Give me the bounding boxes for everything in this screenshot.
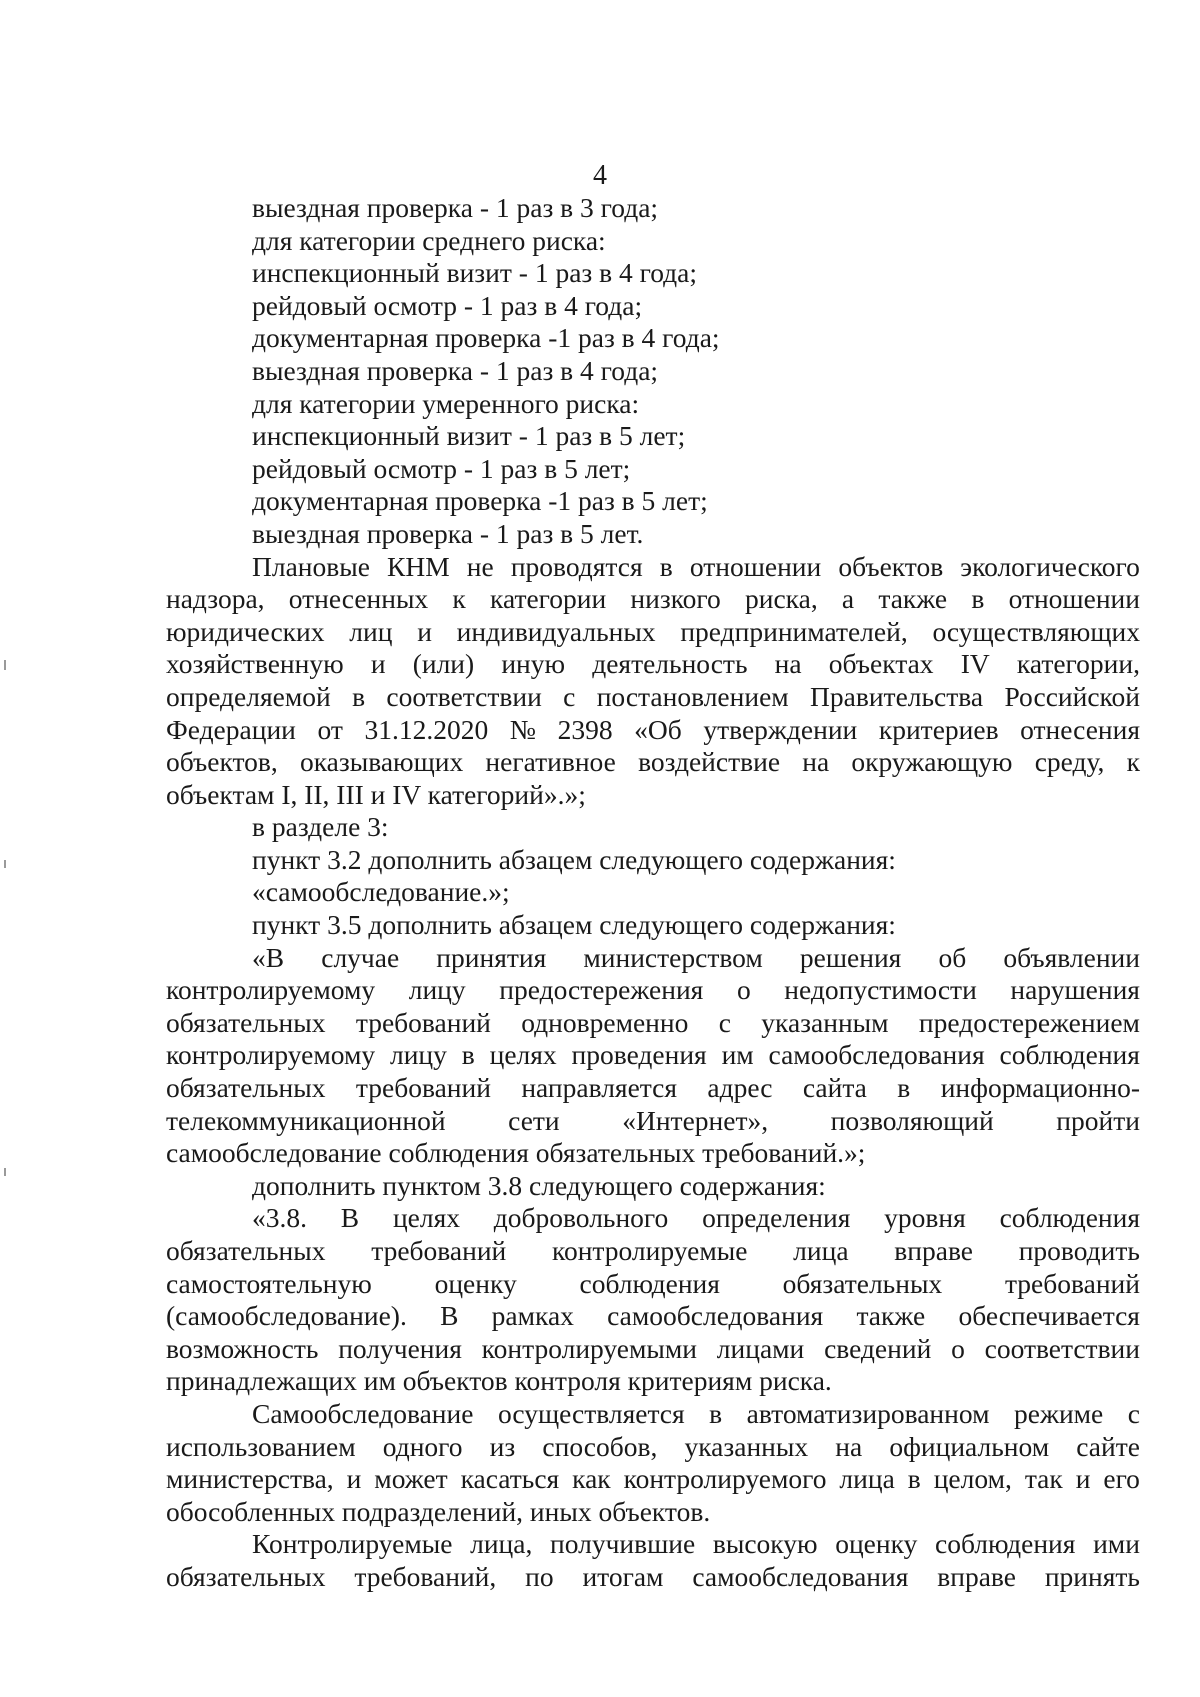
word: предостережения	[499, 974, 704, 1006]
word: соответствии	[984, 1332, 1140, 1364]
word: с	[718, 1006, 731, 1038]
text-line	[166, 1300, 1140, 1333]
text-line	[166, 1561, 1140, 1594]
word: принятия	[436, 941, 547, 973]
word: Самообследование	[252, 1397, 474, 1429]
word: лицу	[389, 1039, 447, 1071]
word: юридических	[166, 615, 325, 647]
text-line: выездная проверка - 1 раз в 4 года;	[252, 354, 659, 386]
word: критериев	[878, 713, 999, 745]
text-line: для категории среднего риска:	[252, 224, 606, 256]
word: ими	[1093, 1528, 1140, 1560]
word: может	[374, 1463, 448, 1495]
word: обязательных	[166, 1560, 326, 1592]
text-line	[166, 1039, 1140, 1072]
word: к	[1126, 746, 1140, 778]
text-line: документарная проверка -1 раз в 4 года;	[252, 322, 720, 354]
word: «Об	[634, 713, 682, 745]
document-body	[166, 192, 1140, 1594]
word: нарушения	[1010, 974, 1140, 1006]
text-line: для категории умеренного риска:	[252, 387, 640, 419]
text-line	[166, 681, 1140, 714]
word: направляется	[521, 1072, 677, 1104]
word: КНМ	[387, 550, 450, 582]
word: требований	[355, 1072, 491, 1104]
text-line: принадлежащих им объектов контроля критериям риска.	[166, 1365, 832, 1397]
word: оказывающих	[299, 746, 464, 778]
text-line	[166, 1268, 1140, 1301]
word: 2398	[557, 713, 613, 745]
word: индивидуальных	[456, 615, 656, 647]
text-line: обособленных подразделений, иных объектов.	[166, 1495, 711, 1527]
word: высокую	[712, 1528, 818, 1560]
word: самостоятельную	[166, 1267, 372, 1299]
word: соблюдения	[999, 1202, 1140, 1234]
word: сведений	[824, 1332, 932, 1364]
word: В	[340, 1202, 360, 1234]
word: оценку	[434, 1267, 517, 1299]
word: итогам	[582, 1560, 664, 1592]
word: обязательных	[166, 1072, 326, 1104]
word: соответствии	[386, 680, 542, 712]
text-line: «самообследование.»;	[252, 876, 510, 908]
text-line	[166, 583, 1140, 616]
word: в	[971, 583, 985, 615]
word: соблюдения	[999, 1039, 1140, 1071]
text-line: документарная проверка -1 раз в 5 лет;	[252, 485, 708, 517]
word: контролируемого	[623, 1463, 827, 1495]
word: категории,	[1016, 648, 1140, 680]
word: обеспечивается	[958, 1300, 1140, 1332]
word: добровольного	[493, 1202, 669, 1234]
word: адрес	[707, 1072, 773, 1104]
word: самообследования	[607, 1300, 824, 1332]
word: контролируемому	[166, 974, 376, 1006]
word: в	[709, 1397, 723, 1429]
word: соблюдения	[935, 1528, 1076, 1560]
word: «3.8.	[252, 1202, 307, 1234]
word: «Интернет»,	[622, 1104, 769, 1136]
word: в	[352, 680, 366, 712]
word: контролируемому	[166, 1039, 376, 1071]
word: также	[878, 583, 948, 615]
word: объектов,	[166, 746, 278, 778]
word: утверждении	[703, 713, 858, 745]
word: отнесенных	[288, 583, 429, 615]
text-line: в разделе 3:	[252, 811, 389, 843]
word: контролируемыми	[481, 1332, 698, 1364]
word: так	[1024, 1463, 1063, 1495]
word: В	[440, 1300, 459, 1332]
word: о	[951, 1332, 965, 1364]
word: автоматизированном	[746, 1397, 990, 1429]
word: не	[466, 550, 494, 582]
word: обязательных	[166, 1235, 326, 1266]
word: контролируемые	[552, 1235, 748, 1266]
text-line: рейдовый осмотр - 1 раз в 4 года;	[252, 289, 643, 321]
word: соблюдения	[579, 1267, 720, 1299]
word: требований	[355, 1006, 491, 1038]
word: с	[1127, 1397, 1140, 1429]
word: режиме	[1013, 1397, 1104, 1429]
text-line: выездная проверка - 1 раз в 3 года;	[252, 192, 659, 223]
word: отнесения	[1020, 713, 1140, 745]
word: министерства,	[166, 1463, 334, 1495]
word: IV	[960, 648, 990, 680]
word: лицу	[408, 974, 466, 1006]
word: его	[1103, 1463, 1140, 1495]
word: проводить	[1018, 1235, 1140, 1266]
text-line: объектам I, II, III и IV категорий».»;	[166, 778, 586, 810]
text-line	[166, 1463, 1140, 1496]
word: осуществляется	[497, 1397, 685, 1429]
text-line	[166, 1072, 1140, 1105]
word: оценку	[835, 1528, 918, 1560]
word: Плановые	[252, 550, 370, 582]
word: лица	[793, 1235, 849, 1266]
word: касаться	[460, 1463, 560, 1495]
word: целях	[489, 1039, 557, 1071]
text-line: пункт 3.2 дополнить абзацем следующего содержания:	[252, 843, 896, 875]
word: телекоммуникационной	[166, 1104, 446, 1136]
word: министерством	[583, 941, 763, 973]
word: как	[572, 1463, 611, 1495]
word: объектов	[838, 550, 944, 582]
text-line: инспекционный визит - 1 раз в 4 года;	[252, 257, 698, 289]
word: получения	[338, 1332, 462, 1364]
text-line: инспекционный визит - 1 раз в 5 лет;	[252, 420, 686, 452]
word: категории	[490, 583, 607, 615]
word: проводятся	[510, 550, 643, 582]
text-line	[166, 616, 1140, 649]
word: на	[774, 648, 802, 680]
word: требований	[371, 1235, 507, 1266]
word: и	[370, 648, 386, 680]
scan-margin-mark	[4, 860, 6, 868]
word: случае	[321, 941, 400, 973]
word: и	[346, 1463, 362, 1495]
text-line: выездная проверка - 1 раз в 5 лет.	[252, 517, 644, 549]
text-line	[166, 714, 1140, 747]
word: позволяющий	[830, 1104, 994, 1136]
word: самообследования	[768, 1039, 985, 1071]
word: рамках	[491, 1300, 574, 1332]
word: самообследования	[692, 1560, 909, 1592]
word: из	[489, 1430, 516, 1462]
word: об	[938, 941, 967, 973]
word: в	[897, 1072, 911, 1104]
word: постановлением	[596, 680, 789, 712]
word: требований,	[354, 1560, 497, 1592]
text-line	[166, 1105, 1140, 1138]
text-line: самообследование соблюдения обязательных требований.»;	[166, 1137, 866, 1169]
word: решения	[799, 941, 902, 973]
word: на	[802, 746, 830, 778]
word: вправе	[894, 1235, 973, 1266]
word: одного	[382, 1430, 463, 1462]
word: риска,	[745, 583, 818, 615]
word: 31.12.2020	[364, 713, 489, 745]
word: способов,	[542, 1430, 658, 1462]
word: указанных	[684, 1430, 809, 1462]
text-line	[166, 648, 1140, 681]
word: иную	[501, 648, 566, 680]
word: лицами	[716, 1332, 805, 1364]
word: среду,	[1034, 746, 1105, 778]
word: и	[417, 615, 432, 647]
text-line: пункт 3.5 дополнить абзацем следующего содержания:	[252, 909, 896, 941]
word: сети	[508, 1104, 560, 1136]
word: надзора,	[166, 583, 265, 615]
text-line	[166, 1431, 1140, 1464]
word: экологического	[960, 550, 1140, 582]
word: пройти	[1056, 1104, 1140, 1136]
word: целом,	[933, 1463, 1012, 1495]
word: уровня	[884, 1202, 966, 1234]
word: воздействие	[638, 746, 781, 778]
word: хозяйственную	[166, 648, 344, 680]
text-line	[166, 974, 1140, 1007]
word: Российской	[1004, 680, 1140, 712]
word: окружающую	[851, 746, 1013, 778]
text-line	[166, 746, 1140, 779]
word: низкого	[630, 583, 721, 615]
word: в	[907, 1463, 921, 1495]
word: также	[856, 1300, 926, 1332]
scan-margin-mark	[4, 660, 6, 670]
word: с	[563, 680, 576, 712]
text-line	[166, 1398, 1140, 1431]
text-line	[166, 1528, 1140, 1561]
word: отношении	[1008, 583, 1140, 615]
word: обязательных	[166, 1006, 326, 1038]
word: «В	[252, 941, 285, 973]
word: лица,	[470, 1528, 533, 1560]
word: от	[317, 713, 343, 745]
word: №	[509, 713, 537, 745]
text-line	[166, 1333, 1140, 1366]
page-number: 4	[593, 160, 607, 191]
word: недопустимости	[784, 974, 977, 1006]
word: указанным	[761, 1006, 889, 1038]
word: возможность	[166, 1332, 319, 1364]
word: лица	[839, 1463, 895, 1495]
word: Контролируемые	[252, 1528, 453, 1560]
word: сайте	[1076, 1430, 1140, 1462]
word: на	[835, 1430, 863, 1462]
word: предпринимателей,	[680, 615, 908, 647]
word: требований	[1004, 1267, 1140, 1299]
word: им	[721, 1039, 754, 1071]
word: определяемой	[166, 680, 331, 712]
word: использованием	[166, 1430, 356, 1462]
word: к	[452, 583, 466, 615]
word: целях	[392, 1202, 460, 1234]
word: вправе	[937, 1560, 1016, 1592]
word: Правительства	[810, 680, 984, 712]
word: (самообследование).	[166, 1300, 407, 1332]
text-line: дополнить пунктом 3.8 следующего содержания:	[252, 1169, 826, 1201]
word: деятельность	[592, 648, 748, 680]
word: в	[461, 1039, 475, 1071]
word: отношении	[689, 550, 822, 582]
text-line: рейдовый осмотр - 1 раз в 5 лет;	[252, 452, 631, 484]
word: а	[841, 583, 855, 615]
word: официальном	[889, 1430, 1050, 1462]
word: одновременно	[521, 1006, 689, 1038]
word: осуществляющих	[932, 615, 1140, 647]
word: сайта	[802, 1072, 867, 1104]
word: о	[736, 974, 751, 1006]
word: информационно-	[940, 1072, 1140, 1104]
word: проведения	[571, 1039, 707, 1071]
scan-margin-mark	[4, 1168, 6, 1176]
text-line	[166, 942, 1140, 975]
word: и	[1075, 1463, 1091, 1495]
word: негативное	[485, 746, 616, 778]
word: Федерации	[166, 713, 296, 745]
word: по	[525, 1560, 554, 1592]
word: (или)	[412, 648, 475, 680]
word: объявлении	[1003, 941, 1140, 973]
word: объектах	[828, 648, 934, 680]
word: лиц	[349, 615, 393, 647]
text-line	[166, 1007, 1140, 1040]
text-line	[166, 1202, 1140, 1235]
word: принять	[1044, 1560, 1140, 1592]
word: предостережением	[918, 1006, 1140, 1038]
word: получившие	[550, 1528, 696, 1560]
text-line	[166, 1235, 1140, 1268]
word: в	[659, 550, 673, 582]
word: определения	[702, 1202, 851, 1234]
word: обязательных	[782, 1267, 943, 1299]
text-line	[166, 551, 1140, 584]
